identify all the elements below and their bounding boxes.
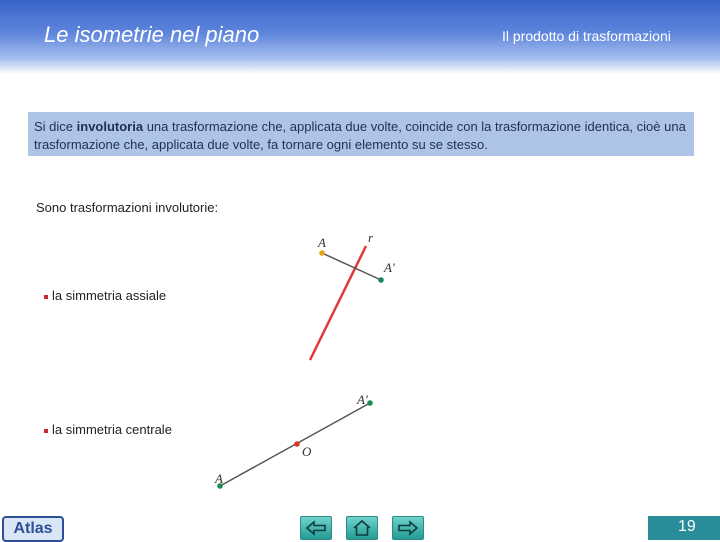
- label-o: O: [302, 444, 312, 459]
- bullet-label: la simmetria centrale: [52, 422, 172, 437]
- prev-arrow-icon: [301, 517, 331, 539]
- page-subtitle: Il prodotto di trasformazioni: [502, 28, 671, 44]
- next-arrow-icon: [393, 517, 423, 539]
- home-button[interactable]: [346, 516, 378, 540]
- point-a: [319, 250, 325, 256]
- bullet-label: la simmetria assiale: [52, 288, 167, 303]
- point-a-prime-central: [367, 400, 373, 406]
- definition-term: involutoria: [76, 119, 144, 134]
- definition-lead: Si dice: [34, 119, 77, 134]
- label-a-prime: A': [384, 260, 395, 275]
- point-a-prime: [378, 277, 384, 283]
- central-symmetry-figure: [214, 392, 373, 489]
- definition-rest: una trasformazione che, applicata due volte, coincide con la trasformazione identica, cioè una trasformazione che, applicata due volte, fa tornare ogni elemento su se stesso.: [34, 119, 686, 152]
- axial-symmetry-figure: [310, 230, 395, 360]
- center-o: [294, 441, 300, 447]
- label-a-central: A: [215, 471, 223, 486]
- page-number-box: [648, 516, 720, 540]
- atlas-logo: Atlas: [2, 516, 64, 542]
- symmetry-axis-r: [310, 246, 366, 360]
- home-icon: [347, 517, 377, 539]
- label-a: A: [318, 235, 326, 250]
- page-number: 19: [678, 518, 696, 535]
- label-r: r: [368, 230, 374, 245]
- prev-button[interactable]: [300, 516, 332, 540]
- next-button[interactable]: [392, 516, 424, 540]
- label-a-prime-central: A': [357, 392, 368, 407]
- page-title: Le isometrie nel piano: [44, 22, 260, 47]
- intro-text: Sono trasformazioni involutorie:: [36, 200, 219, 215]
